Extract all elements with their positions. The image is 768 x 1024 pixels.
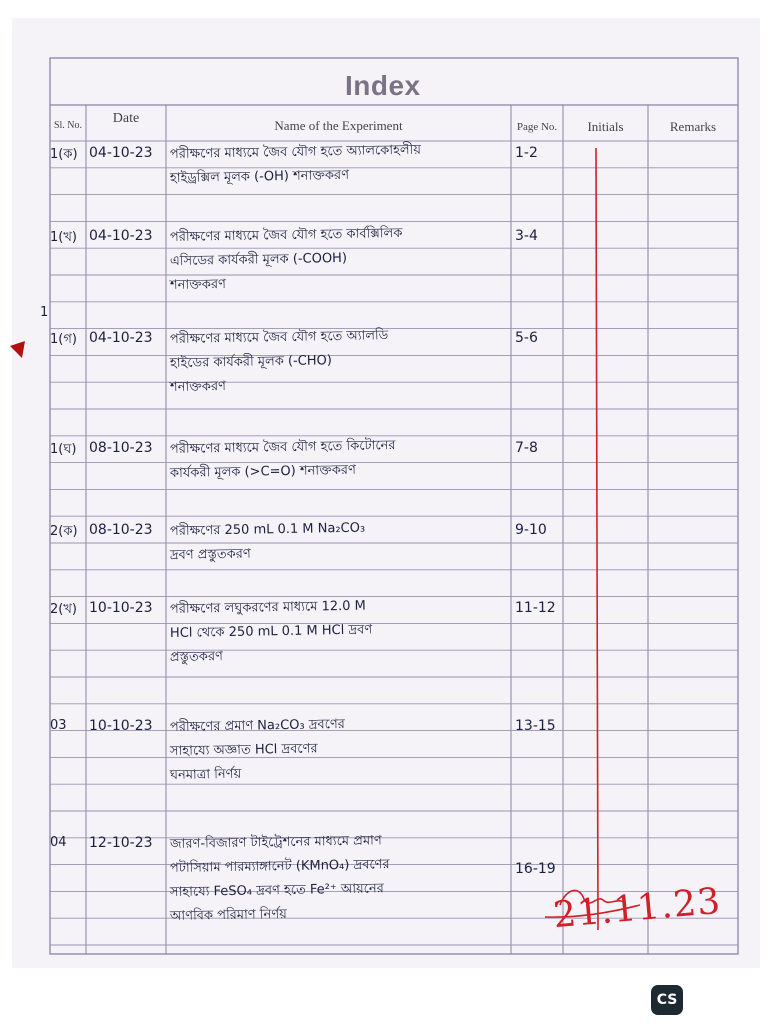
row-experiment-line: প্রস্তুতকরণ (169, 649, 224, 665)
row-experiment-line: হাইডের কার্যকরী মূলক (-CHO) (169, 353, 333, 371)
row-experiment-line: দ্রবণ প্রস্তুতকরণ (169, 546, 251, 563)
row-sl-no: 2(খ) (50, 602, 77, 617)
row-page-no: 16-19 (515, 861, 556, 877)
row-page-no: 3-4 (515, 228, 538, 244)
stray-mark: 1 (40, 305, 49, 320)
row-sl-no: 1(ঘ) (50, 442, 77, 457)
row-sl-no: 1(গ) (50, 332, 77, 347)
row-page-no: 9-10 (515, 522, 547, 538)
row-experiment-line: ঘনমাত্রা নির্ণয় (169, 766, 242, 783)
row-date: 12-10-23 (89, 835, 153, 851)
row-experiment-line: সাহায্যে FeSO₄ দ্রবণ হতে Fe²⁺ আয়নের (169, 881, 384, 900)
page-title: Index (345, 70, 421, 101)
row-experiment-line: শনাক্তকরণ (169, 277, 227, 293)
header-page-no: Page No. (516, 121, 558, 133)
camscanner-logo: CS (651, 985, 683, 1015)
row-sl-no: 1(ক) (50, 147, 78, 162)
row-experiment-line: পটাসিয়াম পারম্যাঙ্গানেট (KMnO₄) দ্রবণের (169, 857, 390, 876)
row-date: 10-10-23 (89, 718, 153, 734)
row-experiment-line: পরীক্ষণের মাধ্যমে জৈব যৌগ হতে কিটোনের (169, 438, 396, 457)
signature-date: 21.11.23 (551, 880, 723, 937)
row-experiment-line: শনাক্তকরণ (169, 379, 227, 395)
row-experiment-line: জারণ-বিজারণ টাইট্রেশনের মাধ্যমে প্রমাণ (169, 833, 382, 852)
row-date: 04-10-23 (89, 228, 153, 244)
header-initials: Initials (587, 119, 624, 134)
row-experiment-line: সাহায্যে অজ্ঞাত HCl দ্রবণের (169, 741, 318, 759)
row-date: 04-10-23 (89, 145, 153, 161)
row-experiment-line: আণবিক পরিমাণ নির্ণয় (169, 906, 287, 924)
row-experiment-line: HCl থেকে 250 mL 0.1 M HCl দ্রবণ (169, 622, 373, 641)
row-experiment-line: পরীক্ষণের মাধ্যমে জৈব যৌগ হতে কার্বক্সিলিক (169, 225, 403, 245)
row-experiment-line: পরীক্ষণের মাধ্যমে জৈব যৌগ হতে অ্যালডি (169, 328, 389, 347)
row-page-no: 5-6 (515, 330, 538, 346)
header-sl-no: Sl. No. (53, 120, 83, 131)
row-page-no: 7-8 (515, 440, 538, 456)
header-experiment-name: Name of the Experiment (274, 118, 403, 133)
row-page-no: 11-12 (515, 600, 556, 616)
row-date: 08-10-23 (89, 440, 153, 456)
row-sl-no: 1(খ) (50, 230, 77, 245)
row-experiment-line: কার্যকরী মূলক (>C=O) শনাক্তকরণ (169, 462, 357, 481)
row-experiment-line: পরীক্ষণের 250 mL 0.1 M Na₂CO₃ (169, 520, 366, 539)
row-date: 08-10-23 (89, 522, 153, 538)
row-experiment-line: পরীক্ষণের প্রমাণ Na₂CO₃ দ্রবণের (169, 716, 346, 735)
row-experiment-line: হাইড্রক্সিল মূলক (-OH) শনাক্তকরণ (169, 167, 350, 186)
row-page-no: 13-15 (515, 718, 556, 734)
row-page-no: 1-2 (515, 145, 538, 161)
row-experiment-line: পরীক্ষণের মাধ্যমে জৈব যৌগ হতে অ্যালকোহলীয় (169, 142, 422, 162)
header-remarks: Remarks (669, 119, 717, 134)
row-experiment-line: এসিডের কার্যকরী মূলক (-COOH) (169, 250, 348, 269)
row-experiment-line: পরীক্ষণের লঘুকরণের মাধ্যমে 12.0 M (169, 598, 366, 617)
header-date: Date (112, 111, 140, 126)
row-sl-no: 04 (50, 835, 67, 850)
row-sl-no: 2(ক) (50, 524, 78, 539)
row-sl-no: 03 (50, 718, 67, 733)
row-date: 10-10-23 (89, 600, 153, 616)
row-date: 04-10-23 (89, 330, 153, 346)
